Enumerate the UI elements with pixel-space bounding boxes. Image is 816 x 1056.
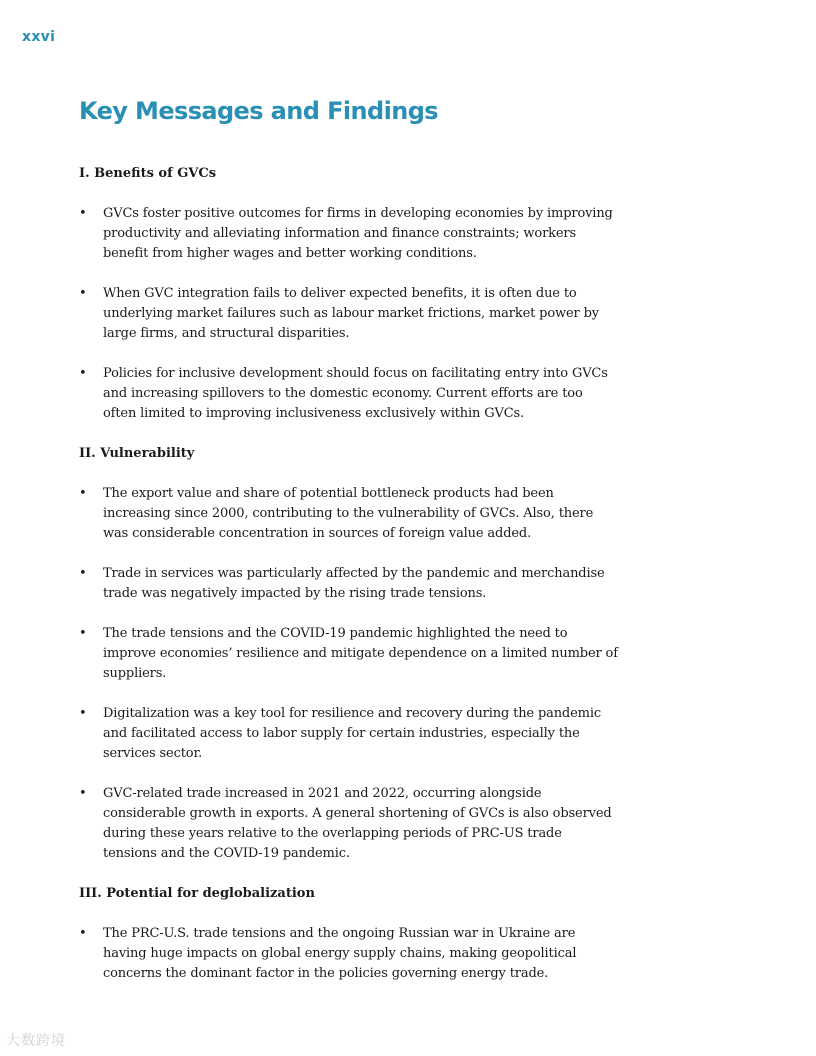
bullet-list	[79, 484, 619, 864]
bullet-icon: •	[79, 286, 87, 301]
list-item	[79, 284, 619, 344]
list-item-text: The PRC-U.S. trade tensions and the ongoing Russian war in Ukraine are having huge impacts on global energy supply chains, making geopolitical concerns the dominant factor in the policies governing energy trade.	[103, 926, 577, 981]
section-heading: II. Vulnerability	[79, 446, 195, 461]
bullet-icon: •	[79, 366, 87, 381]
bullet-list	[79, 924, 619, 984]
list-item	[79, 204, 619, 264]
page-title: Key Messages and Findings	[79, 97, 438, 125]
list-item-text: GVC-related trade increased in 2021 and 2022, occurring alongside considerable growth in exports. A general shortening of GVCs is also observed during these years relative to the overlapping periods of PRC-US trade tensions and the COVID-19 pandemic.	[103, 786, 612, 861]
section-heading: III. Potential for deglobalization	[79, 886, 315, 901]
list-item	[79, 624, 619, 684]
bullet-icon: •	[79, 786, 87, 801]
section-benefits	[79, 164, 619, 424]
list-item	[79, 364, 619, 424]
list-item-text: When GVC integration fails to deliver expected benefits, it is often due to underlying market failures such as labour market frictions, market power by large firms, and structural disparities.	[103, 286, 599, 341]
bullet-icon: •	[79, 706, 87, 721]
section-deglobalization	[79, 884, 619, 984]
section-vulnerability	[79, 444, 619, 864]
list-item	[79, 924, 619, 984]
bullet-icon: •	[79, 486, 87, 501]
bullet-icon: •	[79, 926, 87, 941]
list-item-text: Digitalization was a key tool for resilience and recovery during the pandemic and facilitated access to labor supply for certain industries, especially the services sector.	[103, 706, 601, 761]
list-item	[79, 484, 619, 544]
bullet-list	[79, 204, 619, 424]
list-item-text: GVCs foster positive outcomes for firms in developing economies by improving productivity and alleviating information and finance constraints; workers benefit from higher wages and better working conditions.	[103, 206, 613, 261]
list-item	[79, 564, 619, 604]
bullet-icon: •	[79, 566, 87, 581]
list-item-text: Policies for inclusive development should focus on facilitating entry into GVCs and increasing spillovers to the domestic economy. Current efforts are too often limited to improving inclusiveness exclusively within GVCs.	[103, 366, 608, 421]
list-item	[79, 704, 619, 764]
section-heading: I. Benefits of GVCs	[79, 166, 217, 181]
page-number: xxvi	[22, 29, 56, 45]
bullet-icon: •	[79, 626, 87, 641]
list-item	[79, 784, 619, 864]
list-item-text: Trade in services was particularly affected by the pandemic and merchandise trade was negatively impacted by the rising trade tensions.	[103, 566, 605, 601]
list-item-text: The trade tensions and the COVID-19 pandemic highlighted the need to improve economies’ resilience and mitigate dependence on a limited number of suppliers.	[103, 626, 618, 681]
list-item-text: The export value and share of potential bottleneck products had been increasing since 2000, contributing to the vulnerability of GVCs. Also, there was considerable concentration in sources of foreign value added.	[103, 486, 594, 541]
findings-content	[79, 164, 619, 1004]
watermark: 大数跨境	[6, 1033, 66, 1049]
bullet-icon: •	[79, 206, 87, 221]
